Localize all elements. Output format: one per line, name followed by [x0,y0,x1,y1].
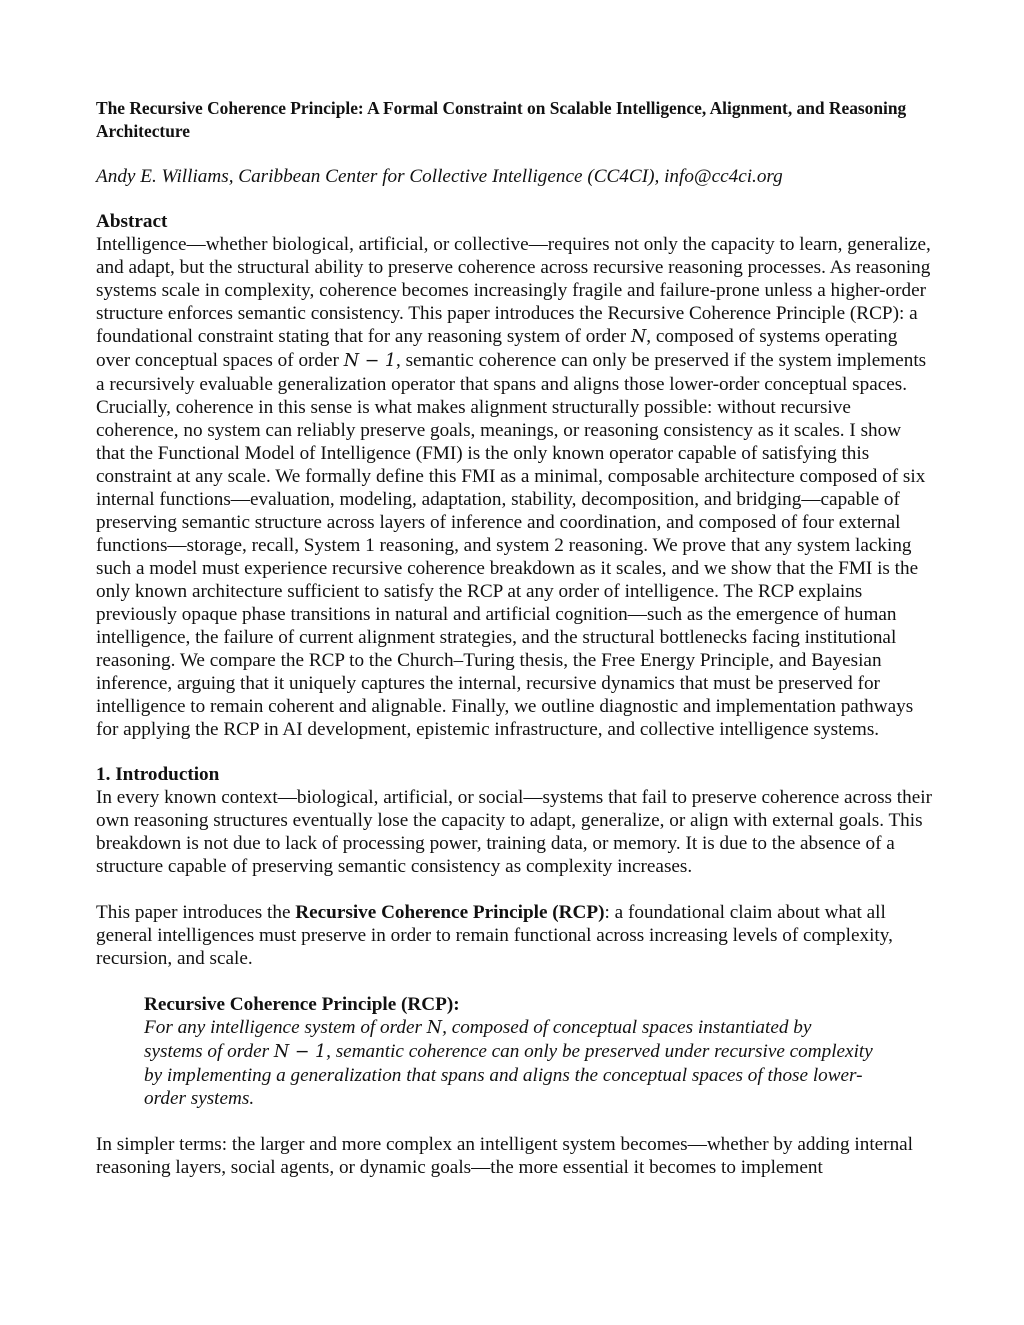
intro-paragraph-1: In every known context—biological, artificial, or social—systems that fail to preserve coherence across their own reasoning structures eventually lose the capacity to adapt, generalize, or align with external goals. This breakdown is not due to lack of processing power, training data, or memory. It is due to the absence of a structure capable of preserving semantic consistency as complexity increases. [96,787,932,877]
abstract-text-part3: , semantic coherence can only be preserved if the system implements a recursively evaluable generalization operator that spans and aligns those lower-order conceptual spaces. Crucially, coherence in this sense is what makes alignment structurally possible: without recursive coherence, no system can reliably preserve goals, meanings, or reasoning consistency as it scales. I show that the Functional Model of Intelligence (FMI) is the only known operator capable of satisfying this constraint at any scale. We formally define this FMI as a minimal, composable architecture composed of six internal functions—evaluation, modeling, adaptation, stability, decomposition, and bridging—capable of preserving semantic structure across layers of inference and coordination, and composed of four external functions—storage, recall, System 1 reasoning, and system 2 reasoning. We prove that any system lacking such a model must experience recursive coherence breakdown as it scales, and we show that the FMI is the only known architecture sufficient to satisfy the RCP at any order of intelligence. The RCP explains previously opaque phase transitions in natural and artificial cognition—such as the emergence of human intelligence, the failure of current alignment strategies, and the structural bottlenecks facing institutional reasoning. We compare the RCP to the Church–Turing thesis, the Free Energy Principle, and Bayesian inference, arguing that it uniquely captures the internal, recursive dynamics that must be preserved for intelligence to remain coherent and alignable. Finally, we outline diagnostic and implementation pathways for applying the RCP in AI development, epistemic infrastructure, and collective intelligence systems. [96,350,927,740]
abstract-text-part1: Intelligence—whether biological, artificial, or collective—requires not only the capacity to learn, generalize, and adapt, but the structural ability to preserve coherence across recursive reasoning processes. As reasoning systems scale in complexity, coherence becomes increasingly fragile and failure-prone unless a higher-order structure enforces semantic consistency. This paper introduces the Recursive Coherence Principle (RCP): a foundational constraint stating that for any reasoning system of order [96,234,931,347]
intro-paragraph-3: In simpler terms: the larger and more complex an intelligent system becomes—whether by adding internal reasoning layers, social agents, or dynamic goals—the more essential it becomes to implement [96,1134,914,1178]
principle-statement [144,1016,874,1110]
principle-math-n: N [426,1018,443,1038]
intro-p2-after: : a foundational claim about what all general intelligences must preserve in order to remain functional across increasing levels of complexity, recursion, and scale. [96,902,893,969]
abstract-heading: Abstract [96,211,168,232]
abstract-text [96,233,932,741]
paper-page [96,97,932,1179]
introduction-heading: 1. Introduction [96,764,220,785]
math-n: N [630,327,647,347]
principle-math-n-minus-1: N − 1 [273,1042,327,1062]
principle-part1: For any intelligence system of order [144,1017,427,1038]
principle-part3: , semantic coherence can only be preserved under recursive complexity by implementing a generalization that spans and aligns the conceptual spaces of those lower-order systems. [144,1041,873,1109]
rcp-term: Recursive Coherence Principle (RCP) [295,902,605,923]
math-n-minus-1: N − 1 [343,351,396,371]
intro-p2-before: This paper introduces the [96,902,296,923]
principle-label: Recursive Coherence Principle (RCP): [144,994,460,1015]
principle-block [144,993,874,1110]
author-line: Andy E. Williams, Caribbean Center for Collective Intelligence (CC4CI), info@cc4ci.org [96,166,783,187]
paper-title: The Recursive Coherence Principle: A Formal Constraint on Scalable Intelligence, Alignment, and Reasoning Architecture [96,98,907,141]
abstract-text-part2: , composed of systems operating over conceptual spaces of order [96,326,898,371]
intro-paragraph-2 [96,901,932,970]
principle-part2: , composed of conceptual spaces instantiated by systems of order [144,1017,812,1062]
